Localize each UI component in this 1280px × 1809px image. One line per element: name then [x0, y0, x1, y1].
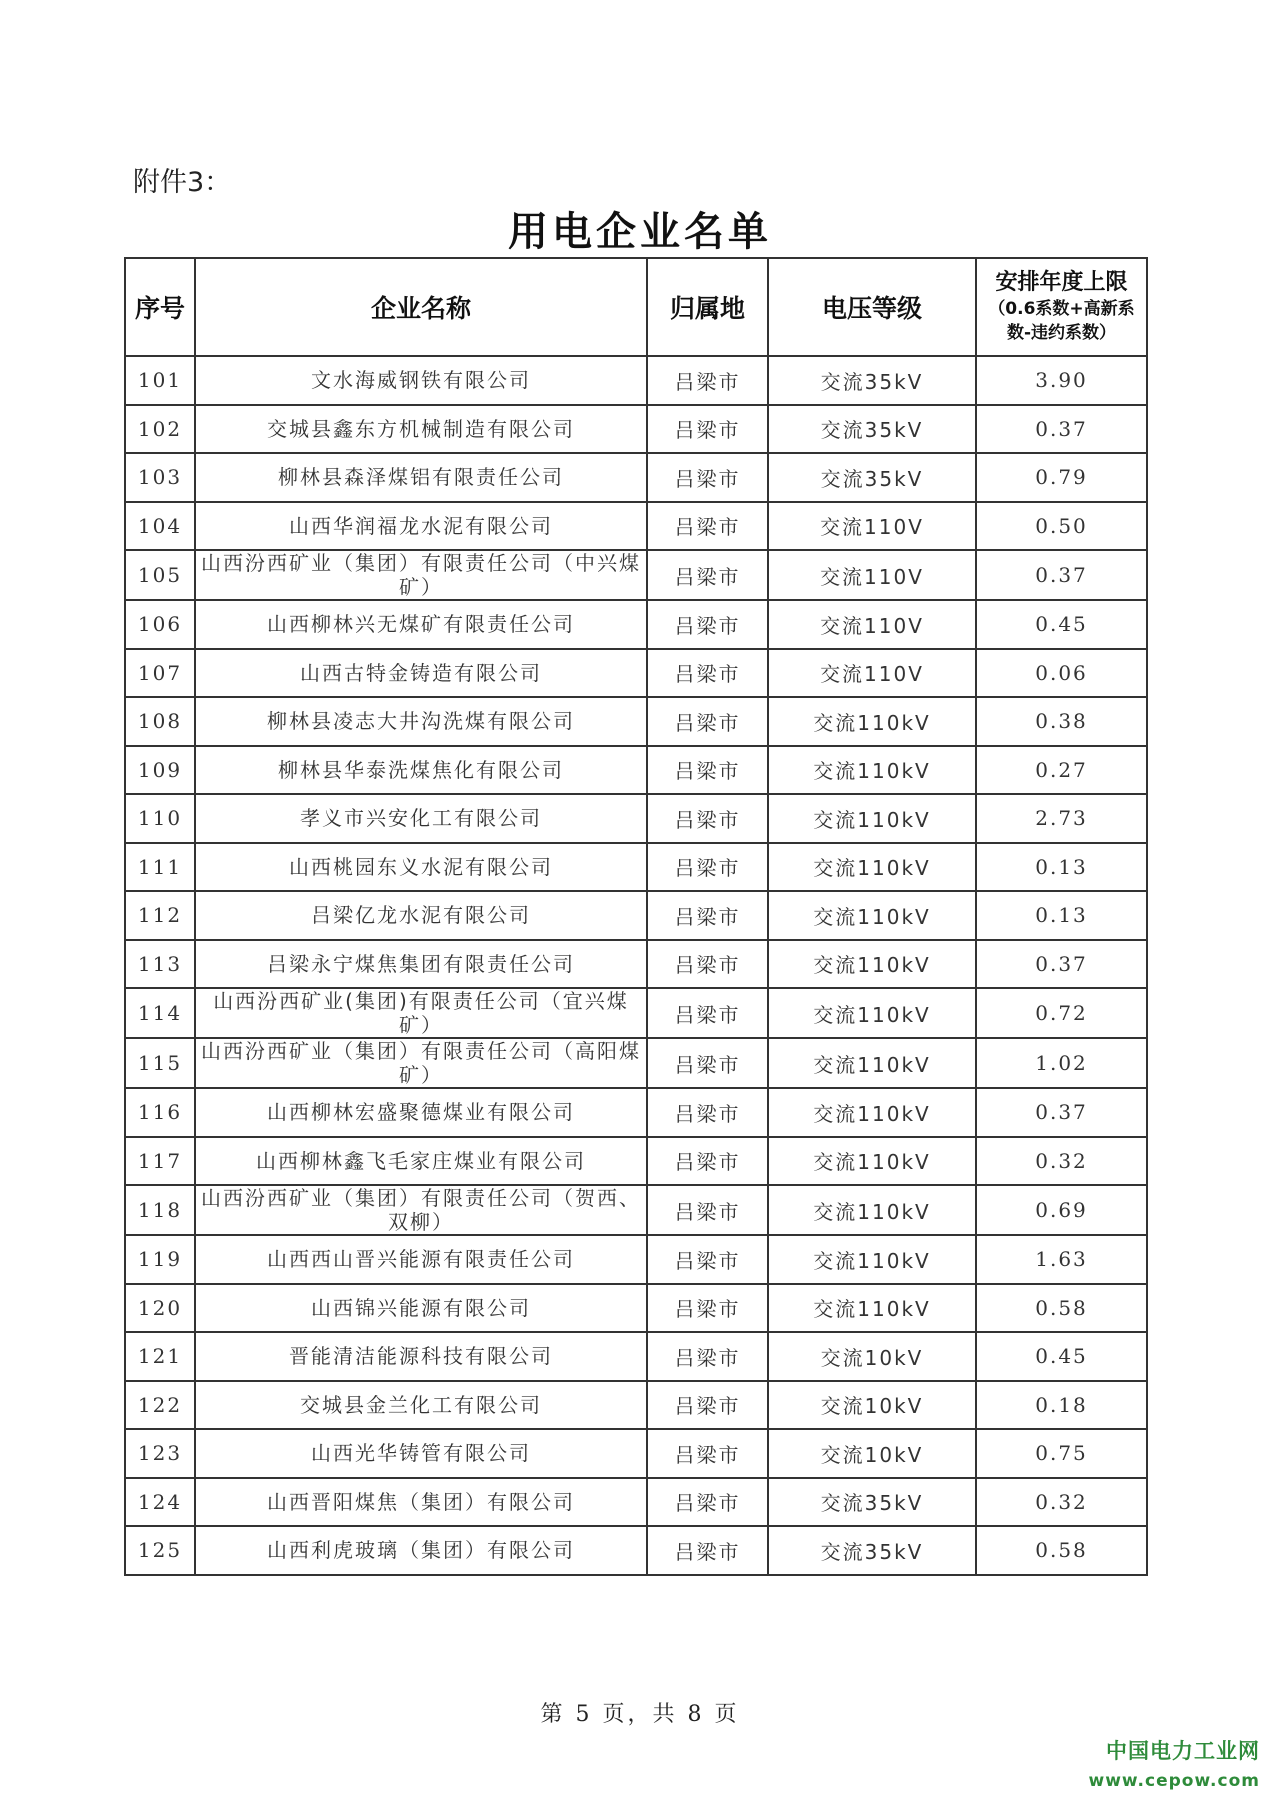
row-number: 108 — [125, 697, 195, 746]
annual-limit: 1.02 — [976, 1038, 1147, 1088]
table-row — [125, 940, 1147, 989]
row-number: 113 — [125, 940, 195, 989]
watermark-url: www.cepow.com — [1088, 1771, 1260, 1791]
table-row — [125, 891, 1147, 940]
company-name: 山西古特金铸造有限公司 — [195, 649, 647, 698]
row-number: 114 — [125, 988, 195, 1038]
row-number: 123 — [125, 1429, 195, 1478]
company-name: 山西柳林兴无煤矿有限责任公司 — [195, 600, 647, 649]
voltage-level: 交流35kV — [768, 453, 976, 502]
annual-limit: 0.37 — [976, 1088, 1147, 1137]
table-row — [125, 988, 1147, 1038]
table-row — [125, 1284, 1147, 1333]
annual-limit: 0.45 — [976, 600, 1147, 649]
annual-limit: 0.13 — [976, 891, 1147, 940]
table-row — [125, 453, 1147, 502]
company-name: 晋能清洁能源科技有限公司 — [195, 1332, 647, 1381]
header-limit-main: 安排年度上限 — [995, 270, 1128, 295]
company-name: 山西汾西矿业(集团)有限责任公司（宜兴煤矿） — [195, 988, 647, 1038]
company-name: 山西汾西矿业（集团）有限责任公司（贺西、双柳） — [195, 1185, 647, 1235]
watermark-name: 中国电力工业网 — [1106, 1739, 1260, 1763]
annual-limit: 0.75 — [976, 1429, 1147, 1478]
table-row — [125, 1088, 1147, 1137]
header-place: 归属地 — [647, 258, 768, 356]
company-name: 山西光华铸管有限公司 — [195, 1429, 647, 1478]
table-header-row — [125, 258, 1147, 356]
region: 吕梁市 — [647, 1332, 768, 1381]
table-row — [125, 600, 1147, 649]
company-name: 山西柳林鑫飞毛家庄煤业有限公司 — [195, 1137, 647, 1186]
voltage-level: 交流35kV — [768, 1478, 976, 1527]
voltage-level: 交流110kV — [768, 1284, 976, 1333]
voltage-level: 交流110kV — [768, 1038, 976, 1088]
voltage-level: 交流110kV — [768, 1235, 976, 1284]
region: 吕梁市 — [647, 794, 768, 843]
attachment-label: 附件3： — [133, 167, 232, 198]
voltage-level: 交流110kV — [768, 891, 976, 940]
table-row — [125, 649, 1147, 698]
row-number: 116 — [125, 1088, 195, 1137]
row-number: 122 — [125, 1381, 195, 1430]
table-row — [125, 356, 1147, 405]
annual-limit: 0.38 — [976, 697, 1147, 746]
region: 吕梁市 — [647, 1429, 768, 1478]
row-number: 106 — [125, 600, 195, 649]
voltage-level: 交流110kV — [768, 843, 976, 892]
region: 吕梁市 — [647, 550, 768, 600]
company-name: 柳林县凌志大井沟洗煤有限公司 — [195, 697, 647, 746]
company-name: 文水海威钢铁有限公司 — [195, 356, 647, 405]
header-voltage: 电压等级 — [768, 258, 976, 356]
company-name: 山西利虎玻璃（集团）有限公司 — [195, 1526, 647, 1575]
table-row — [125, 1526, 1147, 1575]
company-name: 山西晋阳煤焦（集团）有限公司 — [195, 1478, 647, 1527]
table-row — [125, 550, 1147, 600]
row-number: 103 — [125, 453, 195, 502]
region: 吕梁市 — [647, 356, 768, 405]
table-row — [125, 697, 1147, 746]
table-row — [125, 794, 1147, 843]
row-number: 102 — [125, 405, 195, 454]
company-name: 柳林县华泰洗煤焦化有限公司 — [195, 746, 647, 795]
annual-limit: 0.32 — [976, 1478, 1147, 1527]
voltage-level: 交流110V — [768, 502, 976, 551]
annual-limit: 0.79 — [976, 453, 1147, 502]
table-row — [125, 843, 1147, 892]
company-name: 柳林县森泽煤铝有限责任公司 — [195, 453, 647, 502]
table-row — [125, 405, 1147, 454]
region: 吕梁市 — [647, 1235, 768, 1284]
annual-limit: 0.58 — [976, 1526, 1147, 1575]
annual-limit: 0.18 — [976, 1381, 1147, 1430]
region: 吕梁市 — [647, 746, 768, 795]
table-row — [125, 1137, 1147, 1186]
region: 吕梁市 — [647, 697, 768, 746]
voltage-level: 交流110kV — [768, 794, 976, 843]
row-number: 117 — [125, 1137, 195, 1186]
header-limit-sub: （0.6系数+高新系数-违约系数） — [988, 299, 1135, 343]
annual-limit: 2.73 — [976, 794, 1147, 843]
voltage-level: 交流10kV — [768, 1429, 976, 1478]
header-limit — [976, 258, 1147, 356]
table-row — [125, 1038, 1147, 1088]
row-number: 104 — [125, 502, 195, 551]
region: 吕梁市 — [647, 1088, 768, 1137]
region: 吕梁市 — [647, 1038, 768, 1088]
region: 吕梁市 — [647, 502, 768, 551]
row-number: 121 — [125, 1332, 195, 1381]
voltage-level: 交流110kV — [768, 746, 976, 795]
header-name: 企业名称 — [195, 258, 647, 356]
voltage-level: 交流110V — [768, 600, 976, 649]
region: 吕梁市 — [647, 1526, 768, 1575]
annual-limit: 0.13 — [976, 843, 1147, 892]
row-number: 112 — [125, 891, 195, 940]
annual-limit: 0.45 — [976, 1332, 1147, 1381]
company-name: 山西桃园东义水泥有限公司 — [195, 843, 647, 892]
table-row — [125, 1235, 1147, 1284]
annual-limit: 0.06 — [976, 649, 1147, 698]
table-row — [125, 1478, 1147, 1527]
region: 吕梁市 — [647, 1478, 768, 1527]
voltage-level: 交流110kV — [768, 1137, 976, 1186]
company-name: 孝义市兴安化工有限公司 — [195, 794, 647, 843]
voltage-level: 交流110kV — [768, 697, 976, 746]
table-row — [125, 502, 1147, 551]
region: 吕梁市 — [647, 891, 768, 940]
row-number: 109 — [125, 746, 195, 795]
region: 吕梁市 — [647, 1381, 768, 1430]
annual-limit: 0.69 — [976, 1185, 1147, 1235]
row-number: 105 — [125, 550, 195, 600]
region: 吕梁市 — [647, 453, 768, 502]
annual-limit: 0.50 — [976, 502, 1147, 551]
row-number: 119 — [125, 1235, 195, 1284]
region: 吕梁市 — [647, 1185, 768, 1235]
company-name: 山西柳林宏盛聚德煤业有限公司 — [195, 1088, 647, 1137]
row-number: 118 — [125, 1185, 195, 1235]
row-number: 115 — [125, 1038, 195, 1088]
document-title: 用电企业名单 — [508, 209, 772, 255]
enterprise-table — [124, 257, 1148, 1576]
company-name: 山西华润福龙水泥有限公司 — [195, 502, 647, 551]
company-name: 山西汾西矿业（集团）有限责任公司（高阳煤矿） — [195, 1038, 647, 1088]
row-number: 125 — [125, 1526, 195, 1575]
row-number: 111 — [125, 843, 195, 892]
annual-limit: 0.27 — [976, 746, 1147, 795]
table-row — [125, 1332, 1147, 1381]
company-name: 吕梁永宁煤焦集团有限责任公司 — [195, 940, 647, 989]
table-row — [125, 746, 1147, 795]
annual-limit: 0.32 — [976, 1137, 1147, 1186]
region: 吕梁市 — [647, 1284, 768, 1333]
region: 吕梁市 — [647, 940, 768, 989]
company-name: 山西汾西矿业（集团）有限责任公司（中兴煤矿） — [195, 550, 647, 600]
region: 吕梁市 — [647, 600, 768, 649]
company-name: 山西锦兴能源有限公司 — [195, 1284, 647, 1333]
voltage-level: 交流110V — [768, 649, 976, 698]
voltage-level: 交流110kV — [768, 1185, 976, 1235]
row-number: 124 — [125, 1478, 195, 1527]
voltage-level: 交流35kV — [768, 356, 976, 405]
annual-limit: 3.90 — [976, 356, 1147, 405]
header-no: 序号 — [125, 258, 195, 356]
region: 吕梁市 — [647, 988, 768, 1038]
voltage-level: 交流110V — [768, 550, 976, 600]
row-number: 110 — [125, 794, 195, 843]
table-row — [125, 1429, 1147, 1478]
annual-limit: 0.37 — [976, 940, 1147, 989]
voltage-level: 交流110kV — [768, 988, 976, 1038]
page-footer: 第 5 页，共 8 页 — [540, 1702, 740, 1727]
annual-limit: 0.58 — [976, 1284, 1147, 1333]
table-body — [125, 356, 1147, 1575]
watermark — [1089, 1735, 1261, 1791]
voltage-level: 交流110kV — [768, 1088, 976, 1137]
table-row — [125, 1381, 1147, 1430]
company-name: 山西西山晋兴能源有限责任公司 — [195, 1235, 647, 1284]
annual-limit: 0.72 — [976, 988, 1147, 1038]
region: 吕梁市 — [647, 843, 768, 892]
row-number: 120 — [125, 1284, 195, 1333]
region: 吕梁市 — [647, 405, 768, 454]
table-row — [125, 1185, 1147, 1235]
voltage-level: 交流110kV — [768, 940, 976, 989]
voltage-level: 交流35kV — [768, 1526, 976, 1575]
row-number: 101 — [125, 356, 195, 405]
row-number: 107 — [125, 649, 195, 698]
region: 吕梁市 — [647, 1137, 768, 1186]
company-name: 交城县金兰化工有限公司 — [195, 1381, 647, 1430]
voltage-level: 交流10kV — [768, 1332, 976, 1381]
voltage-level: 交流10kV — [768, 1381, 976, 1430]
annual-limit: 0.37 — [976, 550, 1147, 600]
company-name: 交城县鑫东方机械制造有限公司 — [195, 405, 647, 454]
company-name: 吕梁亿龙水泥有限公司 — [195, 891, 647, 940]
annual-limit: 0.37 — [976, 405, 1147, 454]
annual-limit: 1.63 — [976, 1235, 1147, 1284]
region: 吕梁市 — [647, 649, 768, 698]
voltage-level: 交流35kV — [768, 405, 976, 454]
